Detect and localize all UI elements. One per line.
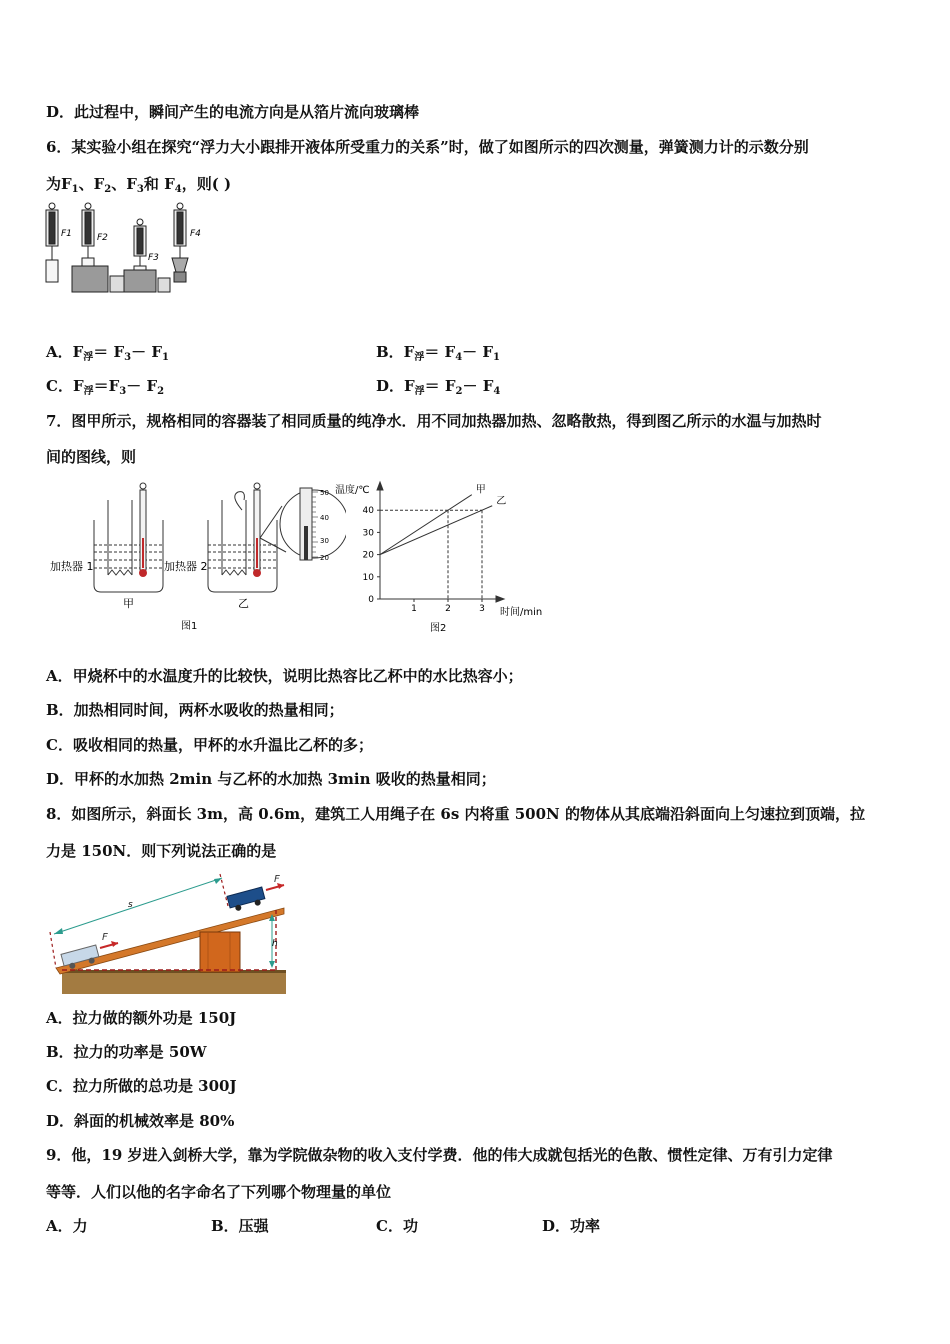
spring-scale-2 [72,203,124,292]
x-tick-label-1: 1 [411,604,417,614]
q7-stem-line2: 间的图线，则 [46,448,137,466]
spring-scale-3 [124,219,170,292]
y-tick-label-10: 10 [362,572,374,583]
incline-board [56,908,284,974]
q6-stem-line1: 6．某实验小组在探究“浮力大小跟排开液体所受重力的关系”时，做了如图所示的四次测量，弹簧测力计的示数分别 [46,138,809,156]
q9-option-a[interactable]: A．力 [46,1217,88,1235]
q7-temperature-chart [330,476,555,636]
scale-label-f4: F4 [190,229,201,239]
beaker-1 [94,500,163,592]
q6-figure [40,200,220,295]
force-label-bottom: F [102,932,108,943]
q7-option-a[interactable]: A．甲烧杯中的水温度升的比较快，说明比热容比乙杯中的水比热容小； [46,667,523,685]
y-tick-label-40: 40 [362,506,374,517]
q6-stem-line2: 为$F_1$、$F_2$、$F_3$和 $F_4$，则( ) [46,175,232,195]
q7-option-b[interactable]: B．加热相同时间，两杯水吸收的热量相同； [46,701,344,719]
beaker1-label: 甲 [123,597,134,610]
spring-scale-1 [46,203,58,282]
x-tick-label-2: 2 [445,604,451,614]
q6-option-d[interactable]: D．$F_浮= F_2- F_4$ [376,377,501,397]
y-tick-label-20: 20 [362,550,374,561]
beaker2-label: 乙 [238,597,249,610]
q9-stem-line1: 9．他，19 岁进入剑桥大学，靠为学院做杂物的收入支付学费．他的伟大成就包括光的色散、惯性定律、万有引力定律 [46,1146,833,1164]
q9-option-d[interactable]: D．功率 [542,1217,601,1235]
spring-scale-4 [172,203,188,282]
thermo-tick-50: 50 [320,489,329,497]
x-axis-label: 时间/min [500,607,543,618]
q8-stem-line1: 8．如图所示，斜面长 3m，高 0.6m，建筑工人用绳子在 6s 内将重 500N 的物体从其底端沿斜面向上匀速拉到顶端，拉 [46,805,865,823]
q8-option-c[interactable]: C．拉力所做的总功是 300J [46,1077,237,1095]
y-axis-arrow [377,482,383,490]
q7-stem-line1: 7．图甲所示，规格相同的容器装了相同质量的纯净水．用不同加热器加热、忽略散热，得到图乙所示的水温与加热时 [46,412,822,430]
q8-incline-figure [44,870,294,1000]
q6-option-b[interactable]: B．$F_浮= F_4- F_1$ [376,343,501,363]
y-tick-label-0: 0 [368,595,374,605]
q8-option-b[interactable]: B．拉力的功率是 50W [46,1043,207,1061]
fig1-caption: 图1 [181,621,198,632]
ground [62,970,286,994]
q7-option-c[interactable]: C．吸收相同的热量，甲杯的水升温比乙杯的多； [46,736,373,754]
support-block [200,932,240,972]
thermo-tick-30: 30 [320,537,329,545]
length-label: s [128,900,133,910]
y-axis-label: 温度/℃ [335,485,370,496]
q8-option-a[interactable]: A．拉力做的额外功是 150J [46,1009,237,1027]
length-arrow-s [54,878,222,934]
series-line-1 [380,495,472,555]
q6-option-a[interactable]: A．$F_浮= F_3- F_1$ [46,343,169,363]
q9-option-c[interactable]: C．功 [376,1217,418,1235]
scale-label-f2: F2 [97,233,108,243]
series-line-2 [380,506,492,555]
chart-caption: 图2 [430,623,447,634]
cart-top [227,887,266,913]
scale-label-f1: F1 [61,229,72,239]
height-label: h [272,939,278,949]
x-tick-label-3: 3 [479,604,485,614]
thermo-tick-40: 40 [320,514,329,522]
thermo-tick-20: 20 [320,554,329,562]
q9-stem-line2: 等等．人们以他的名字命名了下列哪个物理量的单位 [46,1183,392,1201]
x-axis-arrow [496,596,504,602]
q8-option-d[interactable]: D．斜面的机械效率是 80% [46,1112,235,1130]
heater2-label: 加热器 2 [164,560,208,573]
q6-option-c[interactable]: C．$F_浮=F_3- F_2$ [46,377,165,397]
q7-option-d[interactable]: D．甲杯的水加热 2min 与乙杯的水加热 3min 吸收的热量相同； [46,770,496,788]
force-label-top: F [274,874,280,885]
q8-stem-line2: 力是 150N．则下列说法正确的是 [46,842,277,860]
series-label-2: 乙 [496,495,507,507]
thermometer-1 [139,483,147,577]
q7-figure-1 [46,480,346,635]
y-tick-label-30: 30 [362,528,374,539]
q5-option-d: D．此过程中，瞬间产生的电流方向是从箔片流向玻璃棒 [46,103,420,121]
q9-option-b[interactable]: B．压强 [211,1217,269,1235]
heater1-label: 加热器 1 [50,560,94,573]
scale-label-f3: F3 [148,253,159,263]
thermometer-2 [253,483,261,577]
series-label-1: 甲 [475,484,486,496]
